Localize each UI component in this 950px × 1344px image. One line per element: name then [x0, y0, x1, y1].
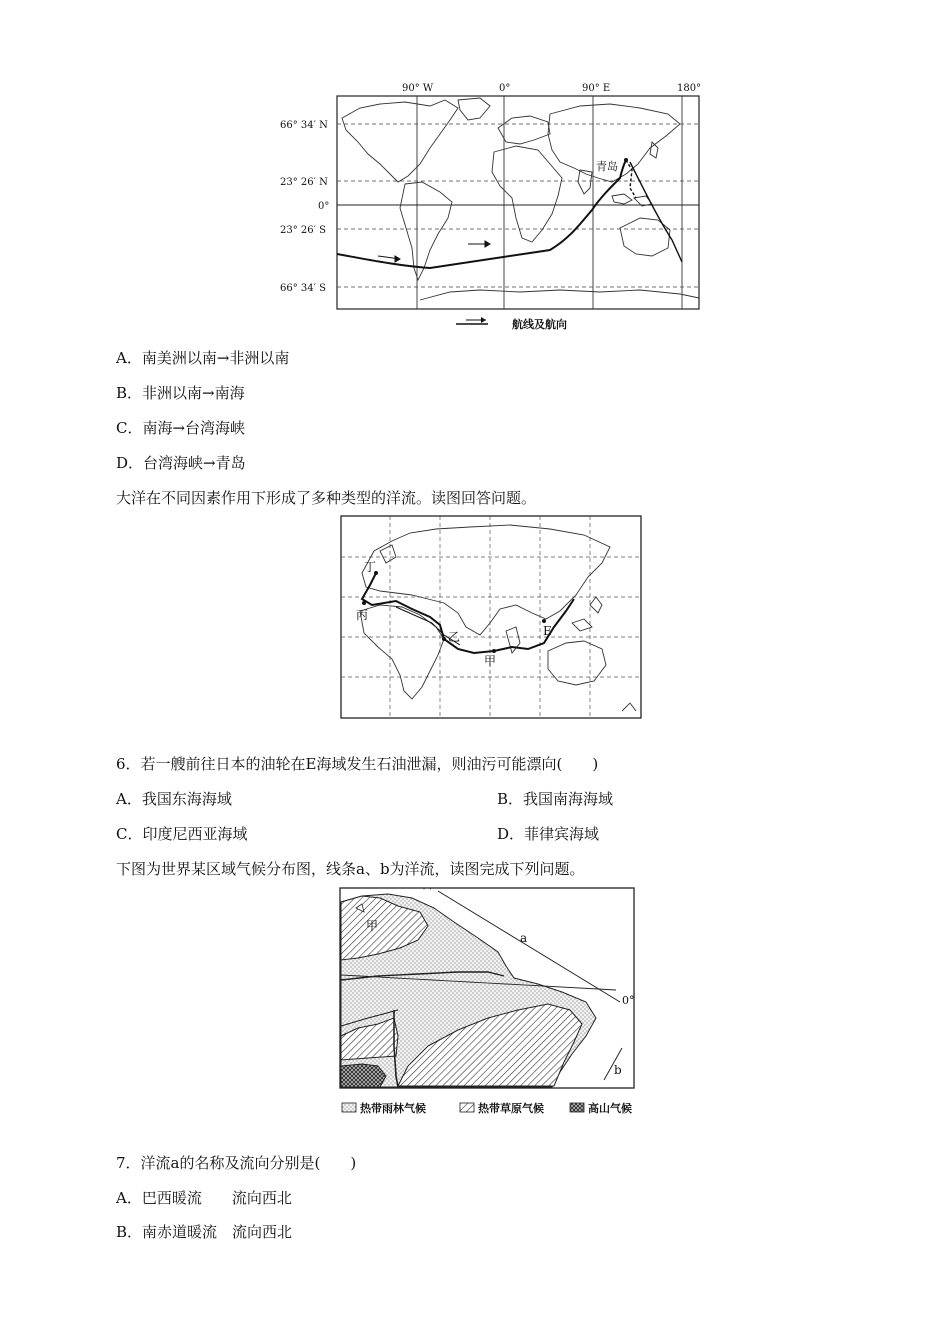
label-jia: 甲 [366, 919, 379, 933]
label-equator: 0° [622, 994, 635, 1007]
intro-paragraph-climate: 下图为世界某区域气候分布图，线条a、b为洋流，读图完成下列问题。 [116, 860, 585, 878]
option-a: A．南美洲以南→非洲以南 [116, 349, 290, 367]
question-6-option-d: D．菲律宾海域 [497, 825, 600, 843]
label-current-b: b [614, 1063, 622, 1077]
parallel-label: 66° 34′ N [280, 120, 328, 131]
parallel-label: 23° 26′ S [280, 225, 326, 236]
climate-map-figure [338, 886, 648, 1120]
legend-highland-swatch [570, 1103, 584, 1112]
climate-map [338, 886, 648, 1120]
legend-savanna-swatch [460, 1103, 474, 1112]
parallel-label: 23° 26′ N [280, 177, 328, 188]
route-legend-label: 航线及航向 [512, 318, 567, 331]
legend-highland-label: 高山气候 [588, 1102, 632, 1115]
label-e: E [543, 624, 552, 638]
parallel-label: 66° 34′ S [280, 283, 326, 294]
question-6-stem: 6．若一艘前往日本的油轮在E海域发生石油泄漏，则油污可能漂向( ) [116, 755, 599, 773]
question-7-stem: 7．洋流a的名称及流向分别是( ) [116, 1154, 357, 1172]
option-d: D．台湾海峡→青岛 [116, 454, 246, 472]
legend-rainforest-label: 热带雨林气候 [360, 1102, 426, 1115]
option-c: C．南海→台湾海峡 [116, 419, 246, 437]
legend-rainforest-swatch [342, 1103, 356, 1112]
parallel-label: 0° [318, 201, 330, 212]
meridian-label: 0° [499, 83, 511, 94]
question-6-option-a: A．我国东海海域 [116, 790, 232, 808]
svg-text:˙ ˙: ˙ ˙ [422, 888, 433, 897]
meridian-label: 90° E [582, 83, 611, 94]
label-bing: 丙 [356, 608, 369, 622]
meridian-label: 180° [677, 83, 702, 94]
route-map [280, 78, 720, 336]
label-yi: 乙 [448, 630, 461, 644]
route-legend-icon [456, 317, 488, 324]
legend-savanna-label: 热带草原气候 [478, 1102, 544, 1115]
ocean-current-map [340, 515, 642, 719]
question-7-option-a: A．巴西暖流 流向西北 [116, 1189, 292, 1207]
intro-paragraph: 大洋在不同因素作用下形成了多种类型的洋流。读图回答问题。 [116, 489, 537, 507]
label-current-a: a [520, 931, 528, 945]
label-ding: 丁 [364, 560, 377, 574]
label-jia: 甲 [484, 654, 497, 668]
option-b: B．非洲以南→南海 [116, 384, 245, 402]
question-6-option-b: B．我国南海海域 [497, 790, 614, 808]
ocean-current-map-figure [340, 515, 642, 719]
meridian-label: 90° W [402, 83, 434, 94]
question-6-option-c: C．印度尼西亚海域 [116, 825, 248, 843]
question-7-option-b: B．南赤道暖流 流向西北 [116, 1223, 293, 1241]
qingdao-label: 青岛 [596, 160, 618, 173]
route-map-figure [280, 78, 720, 336]
